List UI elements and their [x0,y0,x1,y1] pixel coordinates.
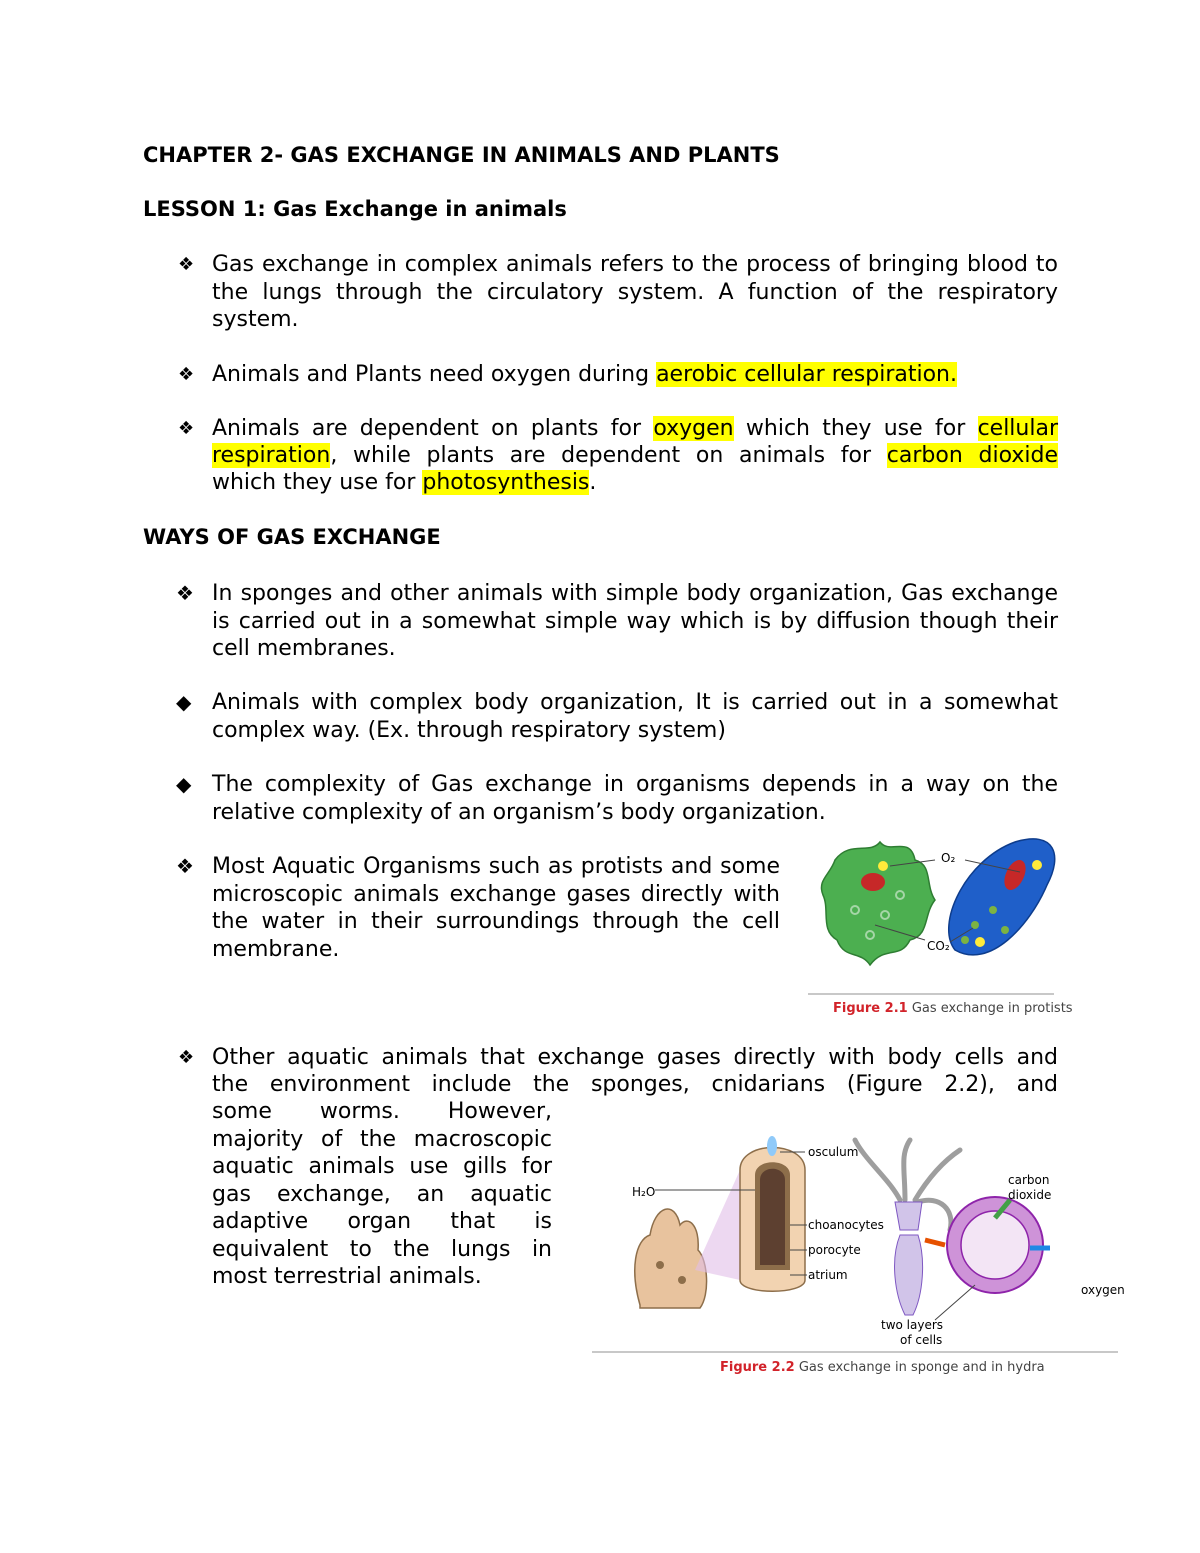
caption-number: Figure 2.2 [720,1360,795,1375]
sponge-hydra-figure [600,1130,1140,1350]
amoeba-shape [821,842,935,965]
ways-bullet-1: In sponges and other animals with simple body organization, Gas exchange is carried out in a somewhat simple way which is by diffusion though their cell membranes. [212,581,1058,661]
hydra-body [895,1235,923,1315]
bullet-icon: ❖ [176,581,194,605]
text: which they use for [733,416,978,441]
hydra-ring-inner [961,1211,1029,1279]
lesson-bullet-2 [212,361,1058,389]
bullet-icon: ❖ [178,1047,195,1068]
caption-text: Gas exchange in protists [907,1001,1073,1016]
figure-rule [592,1351,1118,1353]
highlight-carbon-dioxide: carbon dioxide [886,443,1058,468]
ways-bullet-3: The complexity of Gas exchange in organisms depends in a way on the relative complexity of an organism’s body organization. [212,772,1058,825]
label-water: H₂O [632,1185,656,1199]
highlight-photosynthesis: photosynthesis [422,470,590,495]
water-out [767,1136,777,1156]
arrow-orange [925,1240,945,1245]
ways-title: WAYS OF GAS EXCHANGE [143,525,441,549]
label-atrium: atrium [808,1268,848,1282]
ways-bullet-5-rest: some worms. However, majority of the macroscopic aquatic animals use gills for gas exchange, an aquatic adaptive organ that is equivalent to the lungs in most terrestrial animals. [212,1099,552,1289]
sponge-pore [656,1261,664,1269]
food-vacuole [971,921,979,929]
label-carbon: carbon [1008,1173,1050,1187]
label-dioxide: dioxide [1008,1188,1052,1202]
bullet-icon: ❖ [176,854,194,878]
sponge-body [635,1209,707,1308]
amoeba-nucleus [861,873,885,891]
highlight-oxygen: oxygen [653,416,734,441]
food-vacuole [961,936,969,944]
zoom-wedge [695,1170,740,1280]
label-osculum: osculum [808,1145,859,1159]
figure-1-caption [833,1001,1073,1016]
lesson-bullet-1: Gas exchange in complex animals refers to the process of bringing blood to the lungs through the circulatory system. A function of the respiratory system. [212,252,1058,332]
protists-figure [815,830,1060,980]
star-burst [1032,860,1042,870]
text: , while plants are dependent on animals for [330,443,887,468]
bullet-icon: ◆ [176,772,192,796]
ways-bullet-4: Most Aquatic Organisms such as protists and some microscopic animals exchange gases directly with the water in their surroundings through the cell membrane. [212,854,780,962]
food-vacuole [1001,926,1009,934]
lesson-bullet-3-line-2 [212,442,1058,470]
lesson-title: LESSON 1: Gas Exchange in animals [143,197,567,221]
bullet-icon: ◆ [176,690,192,714]
caption-number: Figure 2.1 [833,1001,908,1016]
bullet-icon: ❖ [178,364,195,385]
highlight-cellular: cellular [977,416,1058,441]
label-porocyte: porocyte [808,1243,861,1257]
text: which they use for [212,470,423,495]
caption-text: Gas exchange in sponge and in hydra [794,1360,1045,1375]
highlight-respiration: respiration [212,443,331,468]
label-co2: CO₂ [927,939,950,953]
pointer-line [935,1285,975,1320]
highlight: aerobic cellular respiration. [656,362,957,387]
chapter-title: CHAPTER 2- GAS EXCHANGE IN ANIMALS AND PLANTS [143,143,780,167]
label-of-cells: of cells [900,1333,943,1347]
star-burst [878,861,888,871]
ways-bullet-5-line-2: the environment include the sponges, cnidarians (Figure 2.2), and [212,1072,1058,1097]
label-choanocytes: choanocytes [808,1218,884,1232]
figure-rule [808,993,1054,995]
text: . [589,470,597,495]
lesson-bullet-3-line-3 [212,469,1058,497]
figure-2-caption [720,1360,1045,1375]
text: Animals are dependent on plants for [212,416,654,441]
text: Animals and Plants need oxygen during [212,362,657,387]
ways-bullet-5-line-1: Other aquatic animals that exchange gases directly with body cells and [212,1045,1058,1070]
hydra-head [895,1202,922,1230]
ways-bullet-2: Animals with complex body organization, It is carried out in a somewhat complex way. (Ex. through respiratory system) [212,690,1058,743]
label-two-layers: two layers [881,1318,944,1332]
label-o2: O₂ [941,851,956,865]
food-vacuole [989,906,997,914]
bullet-icon: ❖ [178,254,195,275]
sponge-atrium-inner [760,1169,785,1265]
bullet-icon: ❖ [178,418,195,439]
label-oxygen: oxygen [1081,1283,1125,1297]
lesson-bullet-3-line-1 [212,415,1058,443]
sponge-pore [678,1276,686,1284]
star-burst [975,937,985,947]
